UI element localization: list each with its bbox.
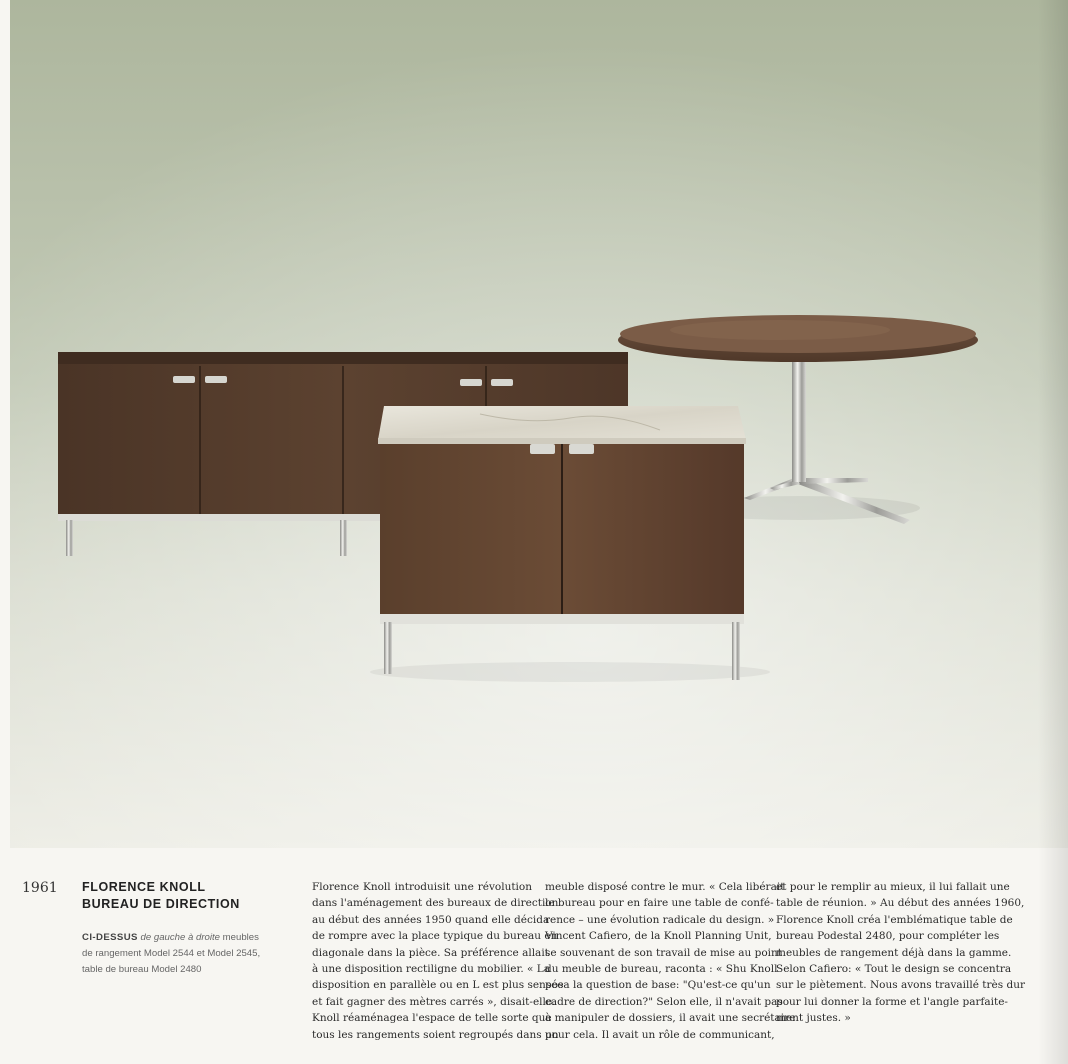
text-line: de rompre avec la place typique du bureau en (312, 930, 558, 943)
text-line: tous les rangements soient regroupés dans un (312, 1028, 559, 1041)
text-line: et fait gagner des mètres carrés », disait-elle. (312, 995, 556, 1008)
caption-line-1-rest: meubles (220, 932, 259, 943)
product-photo (10, 0, 1068, 848)
text-line: Selon Cafiero: « Tout le design se concentra (776, 963, 1012, 976)
text-line: et pour le remplir au mieux, il lui fallait une (776, 881, 1010, 893)
text-line: sur le piètement. Nous avons travaillé très dur (776, 979, 1025, 992)
caption-direction: de gauche à droite (140, 932, 220, 943)
text-line: Florence Knoll introduisit une révolution (312, 881, 532, 893)
text-line: dans l'aménagement des bureaux de direction (312, 897, 559, 910)
text-line: meuble disposé contre le mur. « Cela libérait (545, 881, 785, 893)
text-line: bureau Podestal 2480, pour compléter les (776, 930, 1000, 943)
text-line: Vincent Cafiero, de la Knoll Planning Unit, (545, 930, 772, 943)
text-line: Florence Knoll créa l'emblématique table de (776, 913, 1013, 926)
title-line-2: BUREAU DE DIRECTION (82, 897, 240, 911)
year-label: 1961 (22, 880, 58, 896)
text-line: se souvenant de son travail de mise au point (545, 946, 782, 959)
text-line: rence – une évolution radicale du design. » (545, 913, 775, 926)
text-line: posa la question de base: "Qu'est-ce qu'un (545, 979, 771, 992)
section-title (82, 879, 240, 913)
title-line-1: FLORENCE KNOLL (82, 880, 206, 894)
text-line: du meuble de bureau, raconta : « Shu Knoll (545, 963, 778, 976)
text-line: à manipuler de dossiers, il avait une secrétaire (545, 1012, 796, 1025)
caption-line-3: table de bureau Model 2480 (82, 964, 202, 975)
body-column-3 (776, 879, 1025, 1027)
text-line: diagonale dans la pièce. Sa préférence allait (312, 946, 549, 959)
text-line: meubles de rangement déjà dans la gamme. (776, 946, 1012, 959)
text-line: le bureau pour en faire une table de confé- (545, 897, 774, 910)
photo-caption (82, 930, 282, 978)
text-line: au début des années 1950 quand elle décida (312, 913, 550, 926)
text-line: pour cela. Il avait un rôle de communicant, (545, 1028, 775, 1041)
caption-label: CI-DESSUS (82, 932, 138, 943)
text-line: disposition en parallèle ou en L est plus sensée (312, 979, 564, 992)
text-line: à une disposition rectiligne du mobilier. « La (312, 963, 551, 976)
text-line: pour lui donner la forme et l'angle parfaite- (776, 995, 1008, 1008)
furniture-photo-illustration (10, 0, 1068, 848)
text-line: ment justes. » (776, 1012, 851, 1025)
text-line: table de réunion. » Au début des années 1960, (776, 897, 1025, 910)
text-line: Knoll réaménagea l'espace de telle sorte que (312, 1012, 552, 1025)
page-gutter-shadow (1038, 0, 1068, 1064)
body-column-1 (312, 879, 564, 1043)
caption-line-2: de rangement Model 2544 et Model 2545, (82, 948, 261, 959)
body-column-2 (545, 879, 796, 1043)
text-line: cadre de direction?" Selon elle, il n'avait pas (545, 995, 783, 1008)
